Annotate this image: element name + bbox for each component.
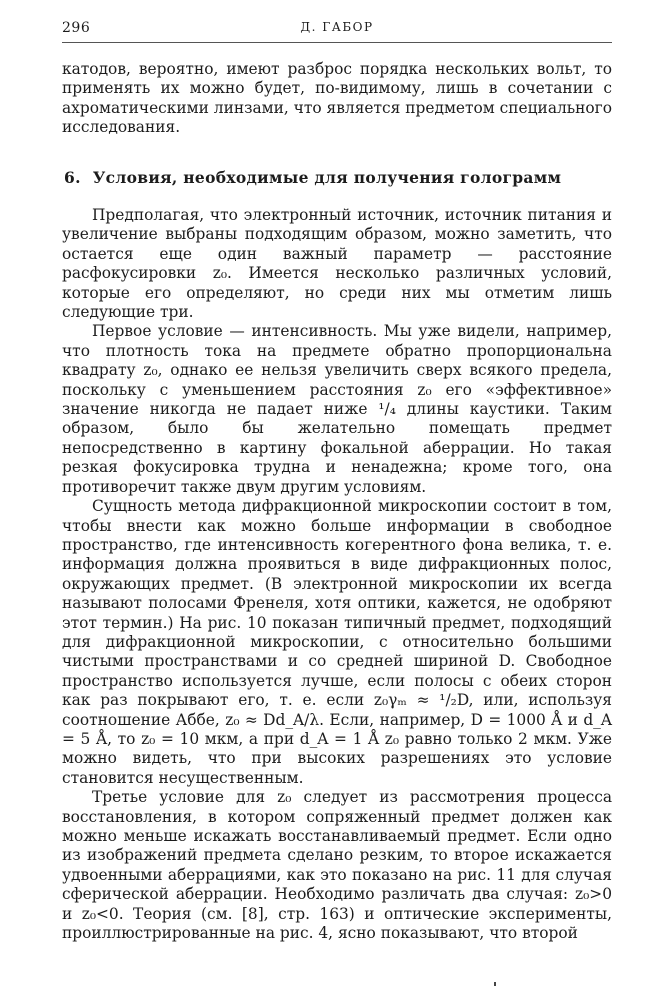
intro-block: [62, 60, 612, 138]
paragraph-defocus-parameter: Предполагая, что электронный источник, источник питания и увеличение выбраны подходящим образом, можно заметить, что остается еще один важный параметр — расстояние расфокусировки z₀. Имеется несколько различных условий, которые его определяют, но среди них мы отметим лишь следующие три.: [62, 206, 612, 322]
section-body: [62, 206, 612, 943]
paragraph-first-condition: Первое условие — интенсивность. Мы уже видели, например, что плотность тока на предмете обратно пропорциональна квадрату z₀, однако ее нельзя увеличить сверх всякого предела, поскольку с уменьшением расстояния z₀ его «эффективное» значение никогда не падает ниже ¹/₄ длины каустики. Таким образом, было бы желательно помещать предмет непосредственно в картину фокальной аберрации. Но такая резкая фокусировка трудна и ненадежна; кроме того, она противоречит также двум другим условиям.: [62, 322, 612, 496]
section-number: 6.: [64, 168, 81, 187]
paragraph-diffraction-microscopy: Сущность метода дифракционной микроскопии состоит в том, чтобы внести как можно больше информации в свободное пространство, где интенсивность когерентного фона велика, т. е. информация должна проявиться в виде дифракционных полос, окружающих предмет. (В электронной микроскопии их всегда называют полосами Френеля, хотя оптики, кажется, не одобряют этот термин.) На рис. 10 показан типичный предмет, подходящий для дифракционной микроскопии, с относительно большими чистыми пространствами и со средней шириной D. Свободное пространство используется лучше, если полосы с обеих сторон как раз покрывают его, т. е. если z₀γₘ ≈ ¹/₂D, или, используя соотношение Аббе, z₀ ≈ Dd_A/λ. Если, например, D = 1000 Å и d_A = 5 Å, то z₀ = 10 мкм, а при d_A = 1 Å z₀ равно только 2 мкм. Уже можно видеть, что при высоких разрешениях это условие становится несущественным.: [62, 497, 612, 787]
section-heading: [62, 168, 612, 187]
running-title: Д. ГАБОР: [300, 20, 374, 34]
section-title: Условия, необходимые для получения голограмм: [92, 168, 562, 187]
page-number: 296: [62, 20, 91, 36]
header-rule: [62, 42, 612, 43]
running-head: [62, 20, 612, 44]
paragraph-third-condition: Третье условие для z₀ следует из рассмотрения процесса восстановления, в котором сопряженный предмет должен как можно меньше искажать восстанавливаемый предмет. Если одно из изображений предмета сделано резким, то второе искажается удвоенными аберрациями, как это показано на рис. 11 для случая сферической аберрации. Необходимо различать два случая: z₀>0 и z₀<0. Теория (см. [8], стр. 163) и оптические эксперименты, проиллюстрированные на рис. 4, ясно показывают, что второй: [62, 788, 612, 943]
print-speck: [494, 982, 496, 986]
intro-paragraph: катодов, вероятно, имеют разброс порядка нескольких вольт, то применять их можно будет, по-видимому, лишь в сочетании с ахроматическими линзами, что является предметом специального исследования.: [62, 60, 612, 137]
